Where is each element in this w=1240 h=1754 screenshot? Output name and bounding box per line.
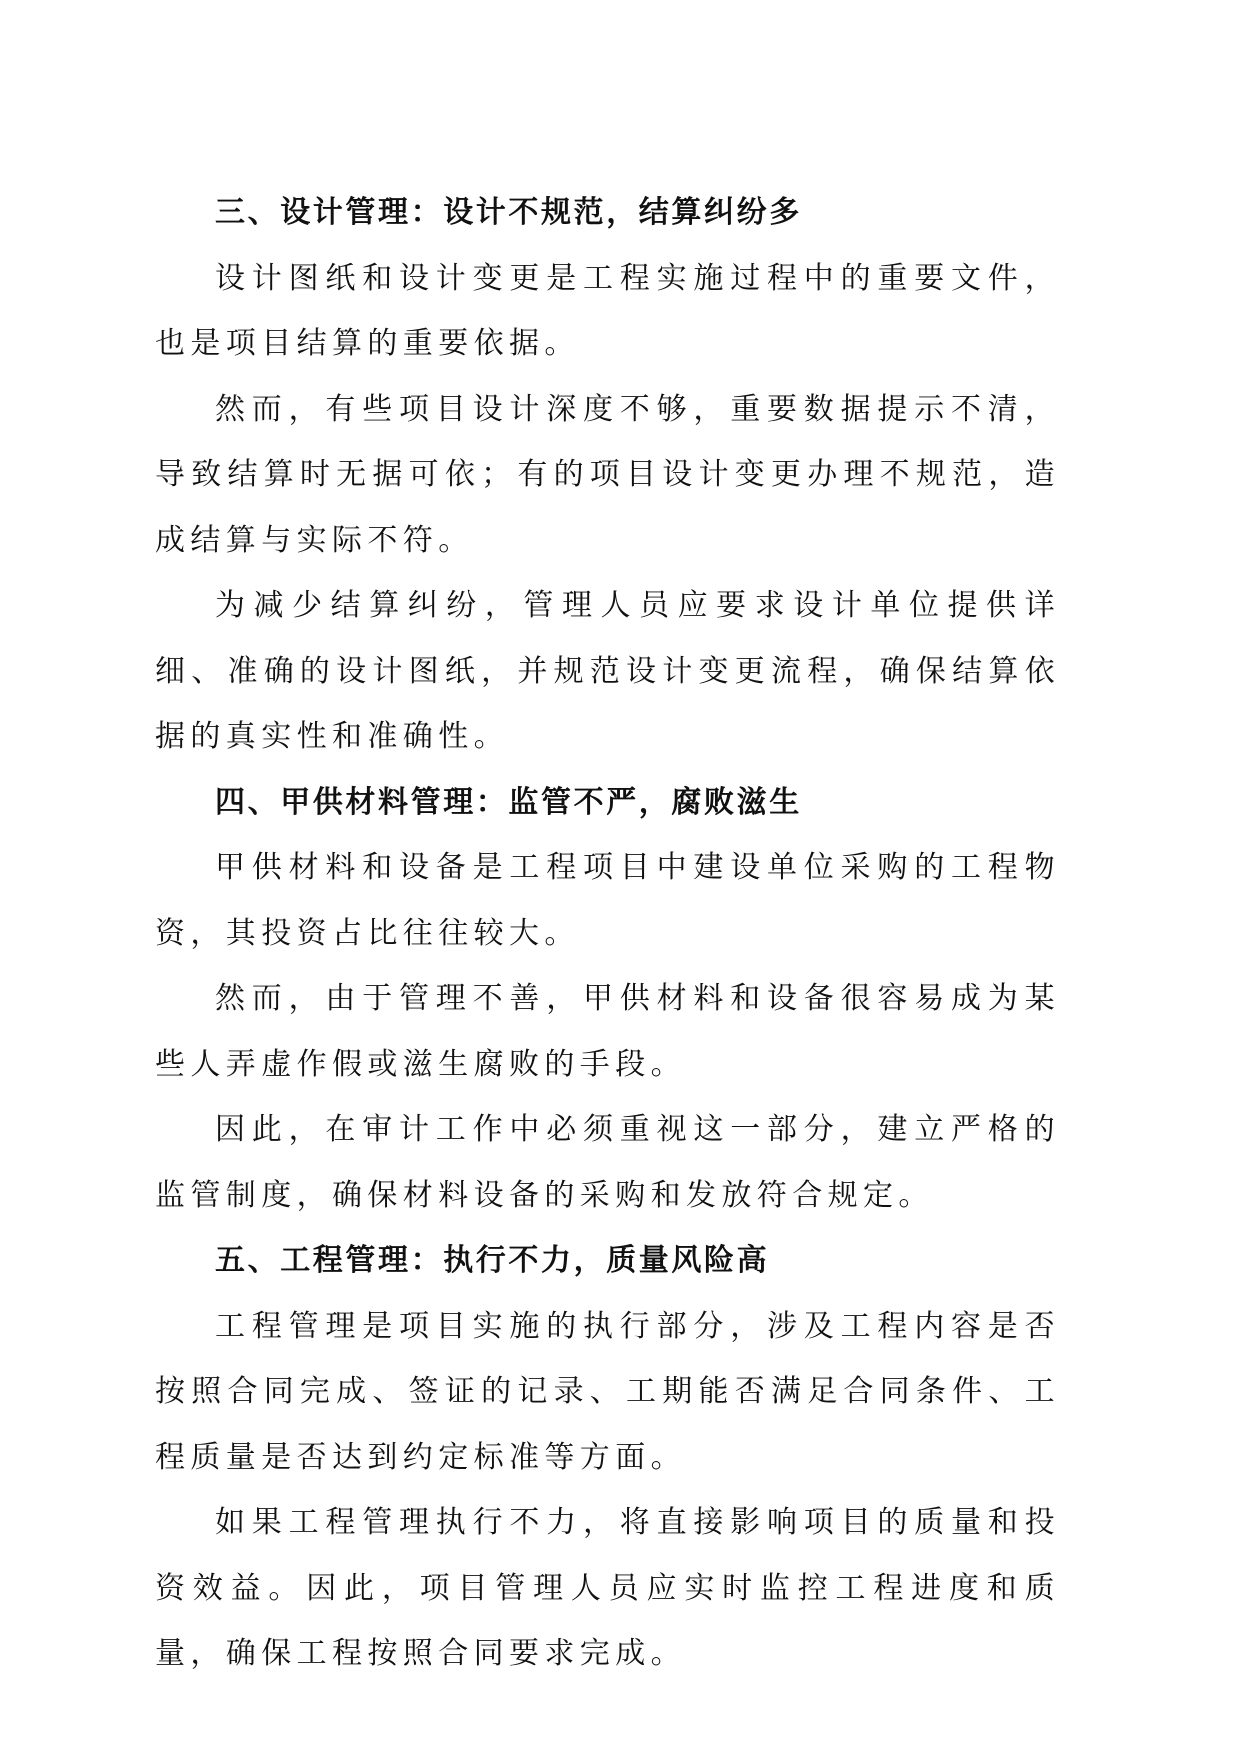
section-heading-design: 三、设计管理：设计不规范，结算纠纷多 (215, 195, 802, 230)
paragraph: 然而，有些项目设计深度不够，重要数据提示不清，导致结算时无据可依；有的项目设计变更办理不规范，造成结算与实际不符。 (155, 391, 1060, 558)
paragraph: 因此，在审计工作中必须重视这一部分，建立严格的监管制度，确保材料设备的采购和发放符合规定。 (155, 1112, 1060, 1213)
paragraph: 工程管理是项目实施的执行部分，涉及工程内容是否按照合同完成、签证的记录、工期能否满足合同条件、工程质量是否达到约定标准等方面。 (155, 1308, 1060, 1475)
paragraph: 设计图纸和设计变更是工程实施过程中的重要文件，也是项目结算的重要依据。 (155, 260, 1060, 361)
section-heading-engineering: 五、工程管理：执行不力，质量风险高 (215, 1243, 770, 1278)
section-heading-materials: 四、甲供材料管理：监管不严，腐败滋生 (215, 784, 802, 820)
paragraph: 如果工程管理执行不力，将直接影响项目的质量和投资效益。因此，项目管理人员应实时监控工程进度和质量，确保工程按照合同要求完成。 (155, 1505, 1060, 1671)
paragraph: 甲供材料和设备是工程项目中建设单位采购的工程物资，其投资占比往往较大。 (155, 850, 1060, 951)
paragraph: 为减少结算纠纷，管理人员应要求设计单位提供详细、准确的设计图纸，并规范设计变更流程，确保结算依据的真实性和准确性。 (155, 588, 1060, 754)
document-page (155, 180, 1060, 1687)
paragraph: 然而，由于管理不善，甲供材料和设备很容易成为某些人弄虚作假或滋生腐败的手段。 (155, 981, 1060, 1082)
